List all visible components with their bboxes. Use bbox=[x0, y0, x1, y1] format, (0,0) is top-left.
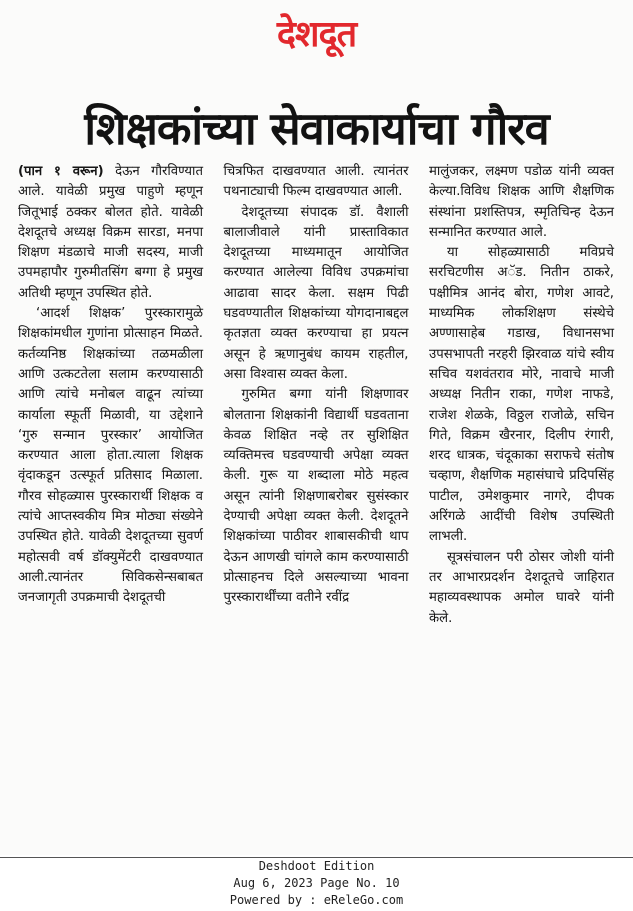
article-column-1 bbox=[18, 162, 203, 850]
article-column-3 bbox=[429, 162, 614, 850]
article-body bbox=[18, 162, 614, 850]
column-2-paragraph-2: देशदूतच्या संपादक डॉ. वैशाली बालाजीवाले यांनी प्रास्ताविकात देशदूतच्या माध्यमातून आयोजित करण्यात आलेल्या विविध उपक्रमांचा आढावा सादर केला. सक्षम पिढी घडवण्यातील शिक्षकांच्या योगदानाबद्दल कृतज्ञता व्यक्त करण्याचा हा प्रयत्न असून हे ऋणानुबंध कायम राहतील, असा विश्वास व्यक्त केला. bbox=[223, 204, 409, 382]
article-column-2 bbox=[224, 162, 409, 850]
column-3-paragraph-2: या सोहळ्यासाठी मविप्रचे सरचिटणीस अॅड. नितीन ठाकरे, पक्षीमित्र आनंद बोरा, गणेश आवटे, माध्यमिक लोकशिक्षण संस्थेचे अण्णासाहेब गडाख, विधानसभा उपसभापती नरहरी झिरवाळ यांचे स्वीय सचिव यशवंतराव मोरे, नावाचे माजी अध्यक्ष नितीन राका, गणेश नाफडे, राजेश शेळके, विठ्ठल राजोळे, सचिन गिते, विक्रम खैरनार, दिलीप रंगारी, शरद धात्रक, चंदूकाका सराफचे संतोष चव्हाण, शैक्षणिक महासंघाचे प्रदिपसिंह पाटील, उमेशकुमार नागरे, दीपक अरिंगळे आदींची विशेष उपस्थिती लाभली. bbox=[429, 245, 614, 545]
powered-by-credit: Powered by : eReleGo.com bbox=[229, 893, 404, 907]
column-3-paragraph-3: सूत्रसंचालन परी ठोसर जोशी यांनी तर आभारप्रदर्शन देशदूतचे जाहिरात महाव्यवस्थापक अमोल घावरे यांनी केले. bbox=[429, 549, 614, 626]
edition-footer bbox=[0, 857, 633, 911]
edition-name: Deshdoot Edition bbox=[258, 859, 375, 873]
article-headline: शिक्षकांच्या सेवाकार्याचा गौरव bbox=[84, 102, 549, 155]
continuation-marker: (पान १ वरून) bbox=[18, 164, 104, 179]
column-2-paragraph-1: चित्रफित दाखवण्यात आली. त्यानंतर पथनाट्याची फिल्म दाखवण्यात आली. bbox=[223, 164, 409, 200]
column-1-paragraph-2: ‘आदर्श शिक्षक’ पुरस्कारामुळे शिक्षकांमधील गुणांना प्रोत्साहन मिळते. कर्तव्यनिष्ठ शिक्षकांच्या तळमळीला आणि उत्कटतेला सलाम करण्यासाठी आणि त्यांचे मनोबल वाढून त्यांच्या कार्याला स्फूर्ती मिळावी, या उद्देशाने ‘गुरु सन्मान पुरस्कार’ आयोजित करण्यात आला होता.त्याला शिक्षक वृंदाकडून उत्स्फूर्त प्रतिसाद मिळाला. गौरव सोहळ्यास पुरस्कारार्थी शिक्षक व त्यांचे आप्तस्वकीय मित्र मोठ्या संख्येने उपस्थित होते. यावेळी देशदूतच्या सुवर्ण महोत्सवी वर्ष डॉक्युमेंटरी दाखवण्यात आली.त्यानंतर सिविकसेन्सबाबत जनजागृती उपक्रमाची देशदूतची bbox=[18, 306, 203, 606]
edition-date-page: Aug 6, 2023 Page No. 10 bbox=[233, 876, 400, 890]
column-2-paragraph-3: गुरुमित बग्गा यांनी शिक्षणावर बोलताना शिक्षकांनी विद्यार्थी घडवताना केवळ शिक्षित नव्हे तर सुशिक्षित व्यक्तिमत्त्व घडवण्याची अपेक्षा व्यक्त केली. गुरू या शब्दाला मोठे महत्व असून त्यांनी शिक्षणाबरोबर सुसंस्कार देण्याची अपेक्षा व्यक्त केली. देशदूतने शिक्षकांच्या पाठीवर शाबासकीची थाप देऊन आणखी चांगले काम करण्यासाठी प्रोत्साहनच दिले असल्याच्या भावना पुरस्कारार्थींच्या वतीने रवींद्र bbox=[223, 387, 409, 606]
masthead-logo: देशदूत bbox=[276, 14, 357, 55]
column-1-text-1: देऊन गौरविण्यात आले. यावेळी प्रमुख पाहुणे म्हणून जितूभाई ठक्कर बोलत होते. यावेळी देशदूतचे अध्यक्ष विक्रम सारडा, मनपा शिक्षण मंडळाचे माजी सदस्य, माजी उपमहापौर गुरुमीतसिंग बग्गा हे प्रमुख अतिथी म्हणून उपस्थित होते. bbox=[18, 164, 203, 301]
column-1-paragraph-1 bbox=[18, 162, 203, 304]
column-3-paragraph-1: मालुंजकर, लक्ष्मण पडोळ यांनी व्यक्त केल्या.विविध शिक्षक आणि शैक्षणिक संस्थांना प्रशस्तिपत्र, स्मृतिचिन्ह देऊन सन्मानित करण्यात आले. bbox=[429, 164, 614, 240]
